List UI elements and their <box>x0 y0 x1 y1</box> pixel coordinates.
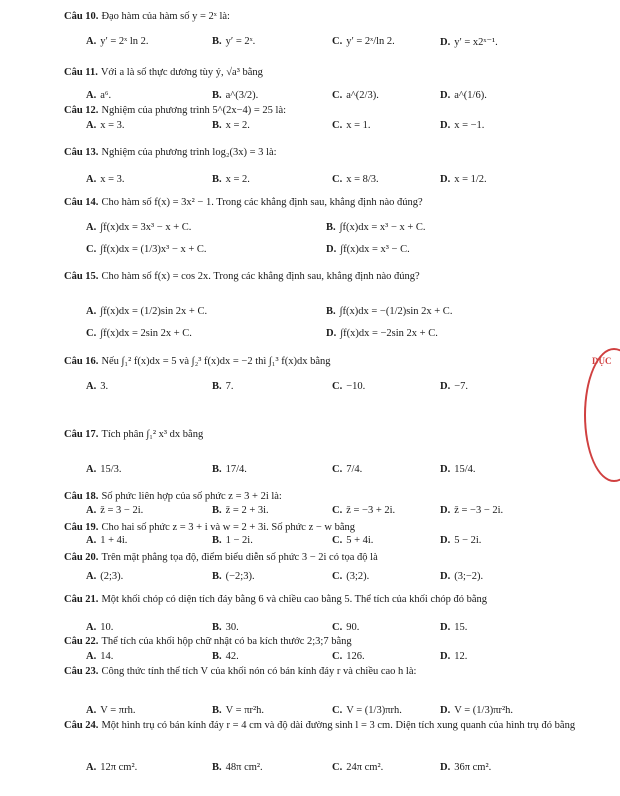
answer-option-c[interactable] <box>332 705 402 716</box>
answer-option-a[interactable] <box>86 571 123 582</box>
question-label: Câu 19. <box>64 522 99 533</box>
answer-option-d[interactable] <box>440 505 503 516</box>
question-14 <box>64 196 592 209</box>
option-text: x = 3. <box>100 120 125 131</box>
option-text: x = 8/3. <box>346 174 379 185</box>
option-letter: D. <box>440 535 451 546</box>
answer-option-b[interactable] <box>212 762 263 773</box>
answer-option-a[interactable] <box>86 705 135 716</box>
question-label: Câu 10. <box>64 11 99 22</box>
option-text: 17/4. <box>225 464 247 475</box>
option-letter: B. <box>212 174 222 185</box>
answer-option-b[interactable] <box>212 174 250 185</box>
option-letter: C. <box>332 381 343 392</box>
answer-option-b[interactable] <box>212 505 269 516</box>
question-10 <box>64 10 592 23</box>
seal-text: DỤC <box>592 356 612 366</box>
answer-option-d[interactable] <box>440 705 513 716</box>
question-label: Câu 12. <box>64 105 99 116</box>
option-letter: B. <box>212 120 222 131</box>
option-letter: B. <box>212 622 222 633</box>
option-letter: C. <box>332 505 343 516</box>
option-letter: C. <box>86 328 97 339</box>
answer-option-a[interactable] <box>86 36 149 47</box>
option-letter: A. <box>86 464 97 475</box>
option-text: z̄ = −3 − 2i. <box>454 505 504 516</box>
option-letter: A. <box>86 705 97 716</box>
answer-option-b[interactable] <box>212 464 247 475</box>
answer-option-a[interactable] <box>86 174 125 185</box>
question-label: Câu 18. <box>64 491 99 502</box>
option-text: (−2;3). <box>225 571 255 582</box>
question-text: Trên mặt phẳng tọa độ, điểm biểu diễn số phức 3 − 2i có tọa độ là <box>101 552 378 563</box>
answer-option-d[interactable] <box>440 535 481 546</box>
option-letter: B. <box>212 36 222 47</box>
option-letter: D. <box>440 381 451 392</box>
options-row <box>64 381 592 395</box>
option-text: ∫f(x)dx = (1/3)x³ − x + C. <box>100 244 207 255</box>
answer-option-b[interactable] <box>326 306 452 317</box>
option-text: (2;3). <box>100 571 124 582</box>
question-21 <box>64 593 592 606</box>
option-text: 36π cm². <box>454 762 492 773</box>
option-text: ∫f(x)dx = 3x³ − x + C. <box>100 222 192 233</box>
option-letter: D. <box>440 762 451 773</box>
option-letter: C. <box>332 571 343 582</box>
option-text: y′ = 2ˣ/ln 2. <box>346 36 395 47</box>
question-label: Câu 16. <box>64 356 99 367</box>
answer-option-b[interactable] <box>212 90 258 101</box>
option-letter: A. <box>86 90 97 101</box>
question-text: Đạo hàm của hàm số y = 2ˣ là: <box>101 11 230 22</box>
answer-option-c[interactable] <box>332 651 365 662</box>
answer-option-b[interactable] <box>212 622 239 633</box>
option-letter: D. <box>326 244 337 255</box>
option-text: (3;−2). <box>454 571 484 582</box>
option-text: y′ = 2ˣ. <box>225 36 256 47</box>
option-text: a^(3/2). <box>225 90 259 101</box>
option-text: ∫f(x)dx = −2sin 2x + C. <box>340 328 438 339</box>
answer-option-c[interactable] <box>332 622 359 633</box>
options-row <box>64 120 592 134</box>
question-11 <box>64 66 592 79</box>
question-20 <box>64 551 592 564</box>
question-text: Cho hàm số f(x) = cos 2x. Trong các khẳng định sau, khẳng định nào đúng? <box>101 271 420 282</box>
options-row <box>64 571 592 585</box>
option-text: V = πrh. <box>100 705 136 716</box>
option-letter: B. <box>212 535 222 546</box>
answer-option-b[interactable] <box>212 381 234 392</box>
question-label: Câu 13. <box>64 147 99 158</box>
option-letter: C. <box>86 244 97 255</box>
option-letter: B. <box>212 762 222 773</box>
option-text: 90. <box>346 622 360 633</box>
option-text: 1 + 4i. <box>100 535 128 546</box>
answer-option-d[interactable] <box>440 571 483 582</box>
option-letter: D. <box>440 705 451 716</box>
option-letter: A. <box>86 762 97 773</box>
options-row <box>64 174 592 188</box>
option-text: y′ = x2ˣ⁻¹. <box>454 37 498 48</box>
answer-option-c[interactable] <box>332 90 379 101</box>
option-text: V = πr²h. <box>225 705 265 716</box>
question-text: Cho hai số phức z = 3 + i và w = 2 + 3i. Số phức z − w bằng <box>101 522 356 533</box>
option-text: (3;2). <box>346 571 370 582</box>
option-text: z̄ = 3 − 2i. <box>100 505 144 516</box>
answer-option-c[interactable] <box>332 36 395 47</box>
answer-option-a[interactable] <box>86 90 111 101</box>
answer-option-d[interactable] <box>440 762 491 773</box>
option-letter: A. <box>86 36 97 47</box>
option-letter: C. <box>332 535 343 546</box>
option-text: 48π cm². <box>225 762 263 773</box>
option-text: x = 1/2. <box>454 174 487 185</box>
options-row <box>64 622 592 636</box>
option-text: 1 − 2i. <box>225 535 253 546</box>
option-text: −7. <box>454 381 469 392</box>
question-label: Câu 17. <box>64 429 99 440</box>
options-row <box>64 705 592 719</box>
option-letter: D. <box>440 464 451 475</box>
option-text: x = 3. <box>100 174 125 185</box>
answer-option-a[interactable] <box>86 762 137 773</box>
option-text: 126. <box>346 651 365 662</box>
answer-option-b[interactable] <box>326 222 426 233</box>
question-text: Với a là số thực dương tùy ý, √a³ bằng <box>100 67 263 78</box>
option-letter: B. <box>212 90 222 101</box>
question-text: Nếu ∫₁² f(x)dx = 5 và ∫₂³ f(x)dx = −2 thì ∫₁³ f(x)dx bằng <box>101 356 331 367</box>
option-letter: B. <box>326 222 336 233</box>
option-text: 14. <box>100 651 114 662</box>
answer-option-a[interactable] <box>86 222 191 233</box>
option-text: x = −1. <box>454 120 485 131</box>
option-letter: C. <box>332 120 343 131</box>
option-text: 12. <box>454 651 468 662</box>
answer-option-b[interactable] <box>212 36 255 47</box>
answer-option-d[interactable] <box>440 464 476 475</box>
question-text: Nghiệm của phương trình 5^(2x−4) = 25 là: <box>101 105 287 116</box>
option-letter: B. <box>212 651 222 662</box>
option-letter: D. <box>440 90 451 101</box>
option-text: ∫f(x)dx = −(1/2)sin 2x + C. <box>339 306 453 317</box>
option-letter: D. <box>440 37 451 48</box>
options-row <box>64 306 592 320</box>
question-text: Cho hàm số f(x) = 3x² − 1. Trong các khẳng định sau, khẳng định nào đúng? <box>101 197 423 208</box>
option-text: z̄ = −3 + 2i. <box>346 505 396 516</box>
question-16 <box>64 355 592 368</box>
option-letter: C. <box>332 464 343 475</box>
answer-option-b[interactable] <box>212 571 255 582</box>
question-15 <box>64 270 592 283</box>
option-letter: C. <box>332 622 343 633</box>
answer-option-d[interactable] <box>326 244 410 255</box>
answer-option-c[interactable] <box>332 762 383 773</box>
option-letter: A. <box>86 306 97 317</box>
question-text: Số phức liên hợp của số phức z = 3 + 2i là: <box>101 491 282 502</box>
options-row <box>64 762 592 776</box>
answer-option-c[interactable] <box>332 505 395 516</box>
option-letter: B. <box>212 505 222 516</box>
answer-option-d[interactable] <box>440 90 487 101</box>
option-text: −10. <box>346 381 366 392</box>
option-letter: A. <box>86 381 97 392</box>
options-row <box>64 328 592 342</box>
answer-option-a[interactable] <box>86 535 127 546</box>
answer-option-c[interactable] <box>332 571 369 582</box>
options-row <box>64 505 592 519</box>
option-text: a⁶. <box>100 90 112 101</box>
option-letter: D. <box>440 174 451 185</box>
answer-option-c[interactable] <box>332 174 379 185</box>
option-letter: B. <box>326 306 336 317</box>
option-text: ∫f(x)dx = 2sin 2x + C. <box>100 328 192 339</box>
option-letter: D. <box>440 505 451 516</box>
answer-option-c[interactable] <box>332 120 371 131</box>
option-text: 42. <box>225 651 239 662</box>
option-letter: C. <box>332 90 343 101</box>
option-text: 24π cm². <box>346 762 384 773</box>
answer-option-c[interactable] <box>332 464 362 475</box>
option-text: 15. <box>454 622 468 633</box>
answer-option-d[interactable] <box>440 120 484 131</box>
answer-option-b[interactable] <box>212 535 253 546</box>
option-letter: B. <box>212 381 222 392</box>
option-letter: C. <box>332 651 343 662</box>
answer-option-d[interactable] <box>440 381 468 392</box>
option-letter: B. <box>212 464 222 475</box>
answer-option-a[interactable] <box>86 505 143 516</box>
options-row <box>64 464 592 478</box>
option-text: 5 + 4i. <box>346 535 374 546</box>
answer-option-d[interactable] <box>440 622 467 633</box>
option-letter: D. <box>440 622 451 633</box>
answer-option-d[interactable] <box>440 36 498 48</box>
question-text: Nghiệm của phương trình log₂(3x) = 3 là: <box>101 147 277 158</box>
options-row <box>64 535 592 549</box>
question-label: Câu 21. <box>64 594 99 605</box>
answer-option-c[interactable] <box>332 535 373 546</box>
option-text: a^(2/3). <box>346 90 379 101</box>
option-letter: C. <box>332 705 343 716</box>
option-letter: A. <box>86 535 97 546</box>
options-row <box>64 90 592 104</box>
answer-option-b[interactable] <box>212 705 264 716</box>
question-24 <box>64 719 592 732</box>
options-row <box>64 36 592 50</box>
option-letter: D. <box>440 651 451 662</box>
answer-option-a[interactable] <box>86 464 122 475</box>
option-letter: A. <box>86 571 97 582</box>
answer-option-d[interactable] <box>326 328 438 339</box>
question-17 <box>64 428 592 441</box>
question-text: Một khối chóp có diện tích đáy bằng 6 và chiều cao bằng 5. Thể tích của khối chóp đó bằng <box>101 594 488 605</box>
answer-option-c[interactable] <box>332 381 365 392</box>
answer-option-c[interactable] <box>86 328 192 339</box>
question-12 <box>64 104 592 117</box>
answer-option-a[interactable] <box>86 651 113 662</box>
option-text: 7. <box>225 381 234 392</box>
option-letter: D. <box>440 120 451 131</box>
red-seal-stamp <box>584 348 620 482</box>
question-22 <box>64 635 592 648</box>
option-letter: A. <box>86 622 97 633</box>
question-label: Câu 24. <box>64 720 99 731</box>
options-row <box>64 244 592 258</box>
option-text: x = 2. <box>225 120 250 131</box>
answer-option-a[interactable] <box>86 381 108 392</box>
question-label: Câu 14. <box>64 197 99 208</box>
answer-option-b[interactable] <box>212 651 239 662</box>
option-text: V = (1/3)πr²h. <box>454 705 514 716</box>
options-row <box>64 651 592 665</box>
question-label: Câu 22. <box>64 636 99 647</box>
question-label: Câu 15. <box>64 271 99 282</box>
answer-option-a[interactable] <box>86 622 113 633</box>
question-label: Câu 11. <box>64 67 98 78</box>
option-text: 12π cm². <box>100 762 138 773</box>
option-text: 15/4. <box>454 464 476 475</box>
question-text: Tích phân ∫₁² x³ dx bằng <box>101 429 204 440</box>
option-letter: A. <box>86 651 97 662</box>
option-letter: B. <box>212 571 222 582</box>
options-row <box>64 222 592 236</box>
option-text: 30. <box>225 622 239 633</box>
option-text: 7/4. <box>346 464 363 475</box>
question-text: Công thức tính thể tích V của khối nón có bán kính đáy r và chiều cao h là: <box>101 666 417 677</box>
option-text: V = (1/3)πrh. <box>346 705 402 716</box>
option-letter: B. <box>212 705 222 716</box>
question-18 <box>64 490 592 503</box>
option-text: z̄ = 2 + 3i. <box>225 505 269 516</box>
answer-option-d[interactable] <box>440 651 467 662</box>
option-text: ∫f(x)dx = x³ − C. <box>340 244 410 255</box>
option-letter: A. <box>86 120 97 131</box>
answer-option-d[interactable] <box>440 174 487 185</box>
answer-option-a[interactable] <box>86 120 125 131</box>
question-text: Thể tích của khối hộp chữ nhật có ba kích thước 2;3;7 bằng <box>101 636 352 647</box>
option-text: 15/3. <box>100 464 122 475</box>
option-letter: C. <box>332 762 343 773</box>
question-label: Câu 20. <box>64 552 99 563</box>
answer-option-a[interactable] <box>86 306 207 317</box>
option-text: 3. <box>100 381 109 392</box>
option-text: a^(1/6). <box>454 90 487 101</box>
option-text: y′ = 2ˣ ln 2. <box>100 36 149 47</box>
option-letter: A. <box>86 174 97 185</box>
option-letter: C. <box>332 174 343 185</box>
option-letter: D. <box>326 328 337 339</box>
option-text: x = 1. <box>346 120 371 131</box>
question-23 <box>64 665 592 678</box>
option-text: 5 − 2i. <box>454 535 482 546</box>
option-letter: C. <box>332 36 343 47</box>
option-letter: A. <box>86 222 97 233</box>
question-label: Câu 23. <box>64 666 99 677</box>
question-text: Một hình trụ có bán kính đáy r = 4 cm và độ dài đường sinh l = 3 cm. Diện tích xung quanh của hình trụ đó bằng <box>101 720 576 731</box>
option-letter: D. <box>440 571 451 582</box>
option-letter: A. <box>86 505 97 516</box>
option-text: ∫f(x)dx = x³ − x + C. <box>339 222 426 233</box>
answer-option-c[interactable] <box>86 244 207 255</box>
option-text: x = 2. <box>225 174 250 185</box>
option-text: ∫f(x)dx = (1/2)sin 2x + C. <box>100 306 208 317</box>
question-19 <box>64 521 592 534</box>
option-text: 10. <box>100 622 114 633</box>
answer-option-b[interactable] <box>212 120 250 131</box>
question-13 <box>64 146 592 159</box>
